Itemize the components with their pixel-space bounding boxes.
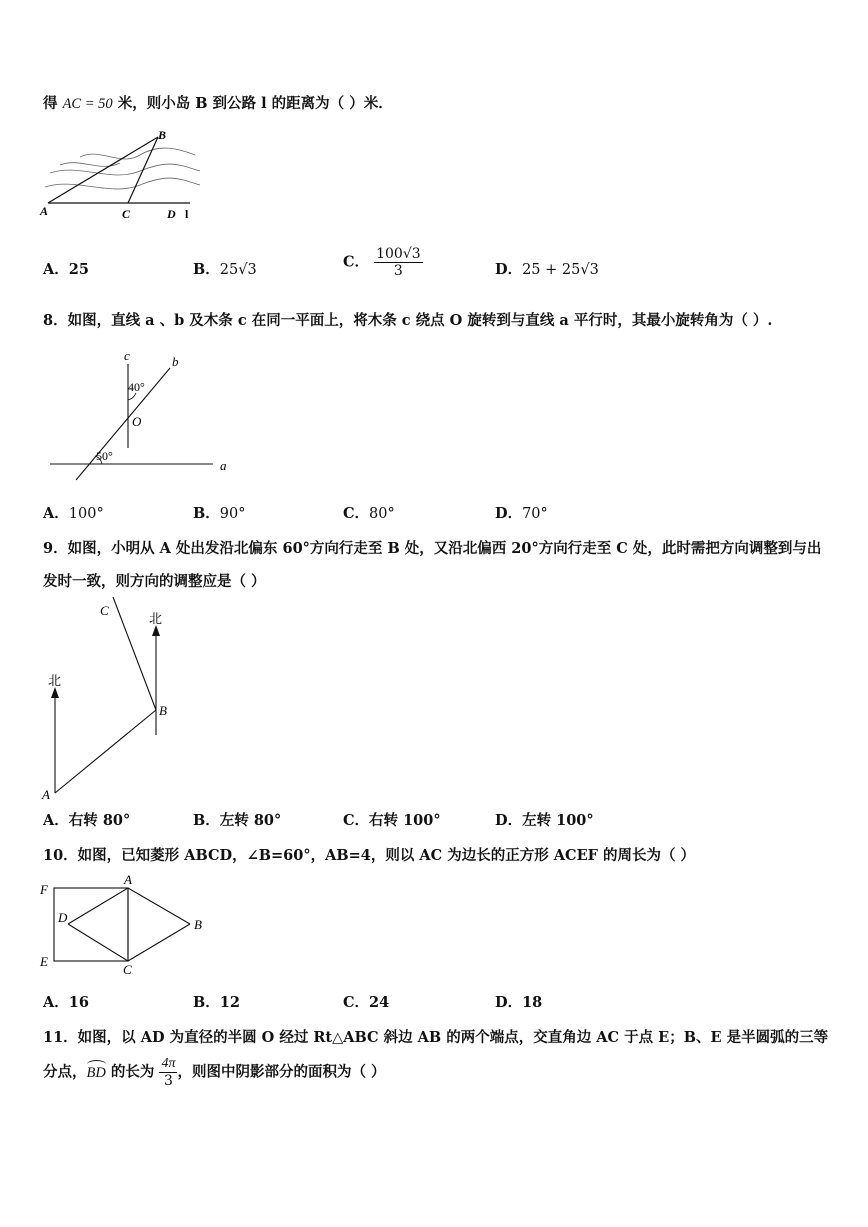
q10-option-d-value: 18	[522, 994, 543, 1011]
q7-figure	[40, 125, 200, 225]
q8-label-c: c	[124, 348, 130, 363]
q7-option-a-value: 25	[68, 261, 89, 278]
q7-stem-post: 米，则小岛 B 到公路 l 的距离为（ ）米．	[112, 95, 393, 112]
q10-label-c: C	[123, 962, 132, 977]
q8-label-b: b	[172, 354, 179, 369]
q7-option-a-letter: A．	[43, 261, 69, 278]
q7-label-d: D	[167, 207, 176, 221]
q7-option-d[interactable]	[495, 258, 599, 279]
q8-option-c-value: 80°	[369, 506, 395, 522]
q8-option-b[interactable]	[193, 502, 245, 523]
q8-option-b-letter: B．	[193, 505, 220, 522]
q7-option-c[interactable]	[343, 246, 423, 279]
q9-stem-line1: 9．如图，小明从 A 处出发沿北偏东 60°方向行走至 B 处，又沿北偏西 20°方向行走至 C 处，此时需把方向调整到与出	[43, 540, 822, 557]
q10-option-d-letter: D．	[495, 994, 523, 1011]
q7-option-c-fraction	[374, 246, 423, 279]
q8-option-b-value: 90°	[219, 506, 246, 522]
q9-option-b-value: 左转 80°	[219, 812, 282, 829]
q10-option-a-value: 16	[68, 994, 89, 1011]
q9-option-a[interactable]	[43, 809, 130, 830]
q7-label-l: l	[185, 207, 189, 221]
q7-stem-pre: 得	[43, 95, 63, 112]
q11-stem-line2-mid: 的长为	[105, 1063, 160, 1081]
q8-figure	[48, 348, 248, 478]
q10-option-b-value: 12	[219, 994, 240, 1011]
q10-label-a: A	[124, 872, 132, 887]
q8-option-d[interactable]	[495, 502, 548, 523]
q10-label-d: D	[58, 910, 68, 925]
q8-angle-top: 40°	[128, 380, 145, 394]
q10-figure	[38, 872, 218, 982]
q11-fraction	[159, 1056, 177, 1089]
q7-label-b: B	[158, 128, 167, 142]
q10-option-a-letter: A．	[43, 994, 69, 1011]
q10-label-e: E	[40, 954, 48, 969]
q9-label-b: B	[159, 703, 167, 718]
q9-option-c[interactable]	[343, 809, 441, 830]
q8-option-a-value: 100°	[68, 506, 104, 522]
q8-label-o: O	[132, 414, 142, 429]
q11-stem-line1: 11．如图，以 AD 为直径的半圆 O 经过 Rt△ABC 斜边 AB 的两个端点，交直角边 AC 于点 E；B、E 是半圆弧的三等	[43, 1029, 829, 1046]
q10-stem: 10．如图，已知菱形 ABCD，∠B=60°，AB=4，则以 AC 为边长的正方形 ACEF 的周长为（ ）	[43, 847, 696, 864]
q8-option-d-value: 70°	[522, 506, 548, 522]
q11-frac-num: 4π	[161, 1056, 176, 1071]
q11-frac-den: 3	[164, 1073, 173, 1089]
q9-option-d[interactable]	[495, 809, 594, 830]
q9-option-c-value: 右转 100°	[369, 812, 441, 829]
q7-label-a: A	[40, 204, 49, 218]
q8-stem: 8．如图，直线 a 、b 及木条 c 在同一平面上，将木条 c 绕点 O 旋转到与直线 a 平行时，其最小旋转角为（ ）.	[43, 312, 773, 329]
q9-figure	[38, 595, 198, 805]
q8-angle-bottom: 50°	[96, 449, 113, 463]
q9-label-north1: 北	[48, 673, 62, 688]
q9-option-d-letter: D．	[495, 812, 523, 829]
q9-option-d-value: 左转 100°	[522, 812, 594, 829]
q8-option-a[interactable]	[43, 502, 104, 523]
q9-label-a: A	[42, 787, 50, 802]
q10-option-c[interactable]	[343, 991, 389, 1012]
q8-label-a: a	[220, 458, 227, 473]
q10-option-c-letter: C．	[343, 994, 370, 1011]
q9-option-b-letter: B．	[193, 812, 220, 829]
q9-option-c-letter: C．	[343, 812, 370, 829]
q11-arc-bd: BD	[86, 1064, 106, 1081]
q11-stem-line2-post: ，则图中阴影部分的面积为（ ）	[177, 1063, 386, 1081]
q7-label-c: C	[122, 207, 131, 221]
q9-label-c: C	[100, 603, 109, 618]
q10-option-a[interactable]	[43, 991, 89, 1012]
q7-option-c-num: 100√3	[376, 246, 421, 262]
q8-option-a-letter: A．	[43, 505, 69, 522]
q7-stem	[43, 92, 393, 113]
q9-label-north2: 北	[149, 611, 163, 626]
q10-option-d[interactable]	[495, 991, 542, 1012]
q10-label-f: F	[40, 882, 48, 897]
q8-option-c[interactable]	[343, 502, 395, 523]
q8-option-c-letter: C．	[343, 505, 370, 522]
q7-stem-math: AC = 50	[62, 96, 113, 112]
q9-option-a-letter: A．	[43, 812, 69, 829]
q7-option-b[interactable]	[193, 258, 257, 279]
q7-option-c-letter: C．	[343, 253, 370, 271]
q9-stem-line2: 发时一致，则方向的调整应是（ ）	[43, 573, 266, 590]
q7-option-b-value: 25√3	[219, 262, 257, 278]
q9-option-a-value: 右转 80°	[68, 812, 131, 829]
q7-option-a[interactable]	[43, 258, 89, 279]
q7-option-b-letter: B．	[193, 261, 220, 278]
q7-option-d-value: 25 + 25√3	[522, 262, 599, 278]
q8-option-d-letter: D．	[495, 505, 523, 522]
q7-option-c-den: 3	[393, 263, 403, 279]
q10-option-b-letter: B．	[193, 994, 220, 1011]
q7-option-d-letter: D．	[495, 261, 523, 278]
q10-option-b[interactable]	[193, 991, 240, 1012]
q11-stem-line2-pre: 分点，	[43, 1063, 87, 1081]
q11-stem-line2	[43, 1056, 386, 1089]
q10-option-c-value: 24	[369, 994, 390, 1011]
q10-label-b: B	[194, 917, 202, 932]
q9-option-b[interactable]	[193, 809, 281, 830]
